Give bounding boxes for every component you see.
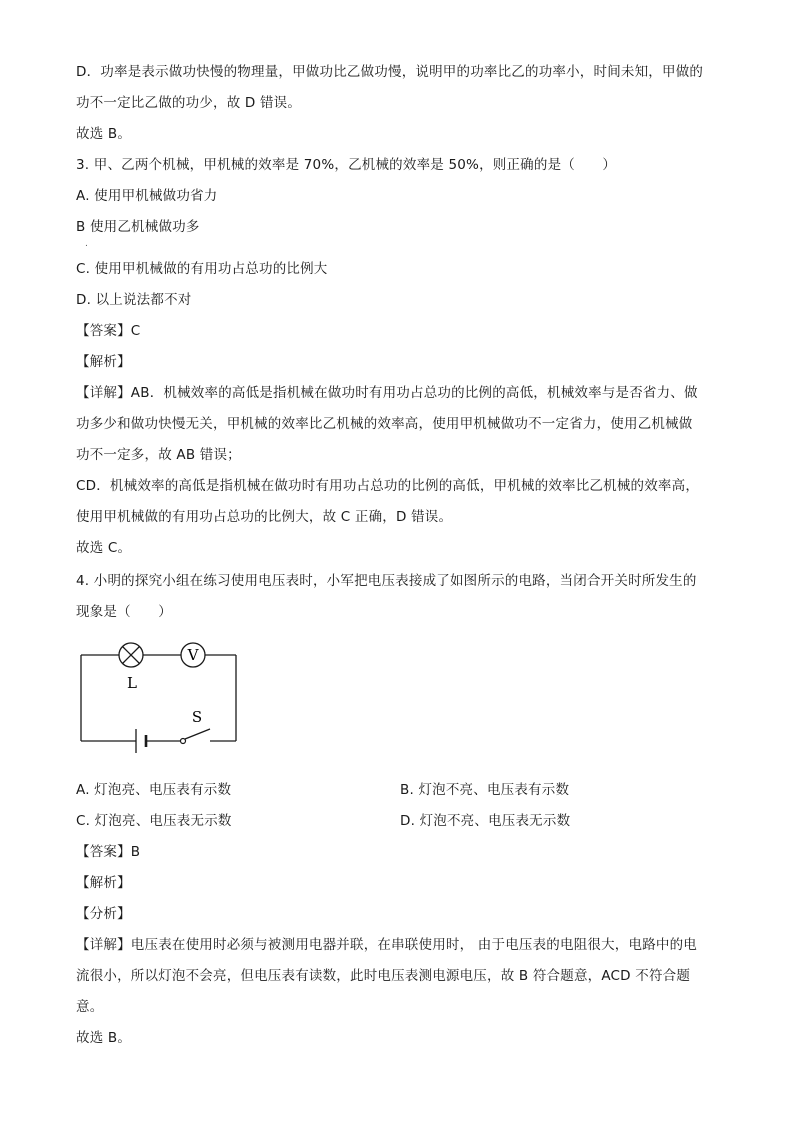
- answer-label: 【答案】C: [76, 323, 141, 339]
- option-c: C. 灯泡亮、电压表无示数: [76, 813, 232, 829]
- selection-line: 故选 B。: [76, 1030, 132, 1046]
- switch-label: S: [191, 708, 203, 726]
- analysis-subheading: 【分析】: [76, 906, 131, 922]
- selection-line: 故选 C。: [76, 540, 132, 556]
- option-b: B. 灯泡不亮、电压表有示数: [400, 782, 570, 798]
- analysis-label: 【解析】: [76, 875, 131, 891]
- option-d: D. 以上说法都不对: [76, 292, 192, 308]
- lamp-label: L: [127, 674, 137, 692]
- explanation-line: CD．机械效率的高低是指机械在做功时有用功占总功的比例的高低，甲机械的效率比乙机械的效率高，: [76, 478, 700, 494]
- text-line: 功不一定比乙做的功少，故 D 错误。: [76, 95, 302, 111]
- text-line: 故选 B。: [76, 126, 132, 142]
- lamp-icon: [119, 643, 143, 667]
- explanation-line: 功不一定多，故 AB 错误；: [76, 447, 241, 463]
- option-a: A. 灯泡亮、电压表有示数: [76, 782, 232, 798]
- explanation-line: 意。: [76, 999, 104, 1015]
- option-c: C. 使用甲机械做的有用功占总功的比例大: [76, 261, 328, 277]
- explanation-line: 使用甲机械做的有用功占总功的比例大，故 C 正确，D 错误。: [76, 509, 453, 525]
- analysis-label: 【解析】: [76, 354, 131, 370]
- question-4-cont: 现象是（ ）: [76, 604, 172, 620]
- question-4: 4. 小明的探究小组在练习使用电压表时，小军把电压表接成了如图所示的电路，当闭合开关时所发生的: [76, 573, 697, 589]
- battery-icon: [136, 729, 146, 753]
- text-line: D．功率是表示做功快慢的物理量，甲做功比乙做功慢，说明甲的功率比乙的功率小，时间未知，甲做的: [76, 64, 704, 80]
- explanation-line: 【详解】电压表在使用时必须与被测用电器并联，在串联使用时， 由于电压表的电阻很大，电路中的电: [76, 937, 697, 953]
- stray-dot: .: [85, 239, 88, 249]
- circuit-diagram: [70, 638, 250, 758]
- switch-icon: [181, 739, 186, 744]
- explanation-line: 【详解】AB．机械效率的高低是指机械在做功时有用功占总功的比例的高低，机械效率与是否省力、做: [76, 385, 698, 401]
- option-a: A. 使用甲机械做功省力: [76, 188, 218, 204]
- question-3: 3. 甲、乙两个机械，甲机械的效率是 70%，乙机械的效率是 50%，则正确的是（ ）: [76, 157, 617, 173]
- voltmeter-icon: [181, 643, 205, 667]
- explanation-line: 流很小，所以灯泡不会亮，但电压表有读数，此时电压表测电源电压，故 B 符合题意，ACD 不符合题: [76, 968, 691, 984]
- voltmeter-label: V: [187, 646, 199, 664]
- option-d: D. 灯泡不亮、电压表无示数: [400, 813, 571, 829]
- explanation-line: 功多少和做功快慢无关，甲机械的效率比乙机械的效率高，使用甲机械做功不一定省力，使用乙机械做: [76, 416, 693, 432]
- answer-label: 【答案】B: [76, 844, 141, 860]
- option-b: B 使用乙机械做功多: [76, 219, 200, 235]
